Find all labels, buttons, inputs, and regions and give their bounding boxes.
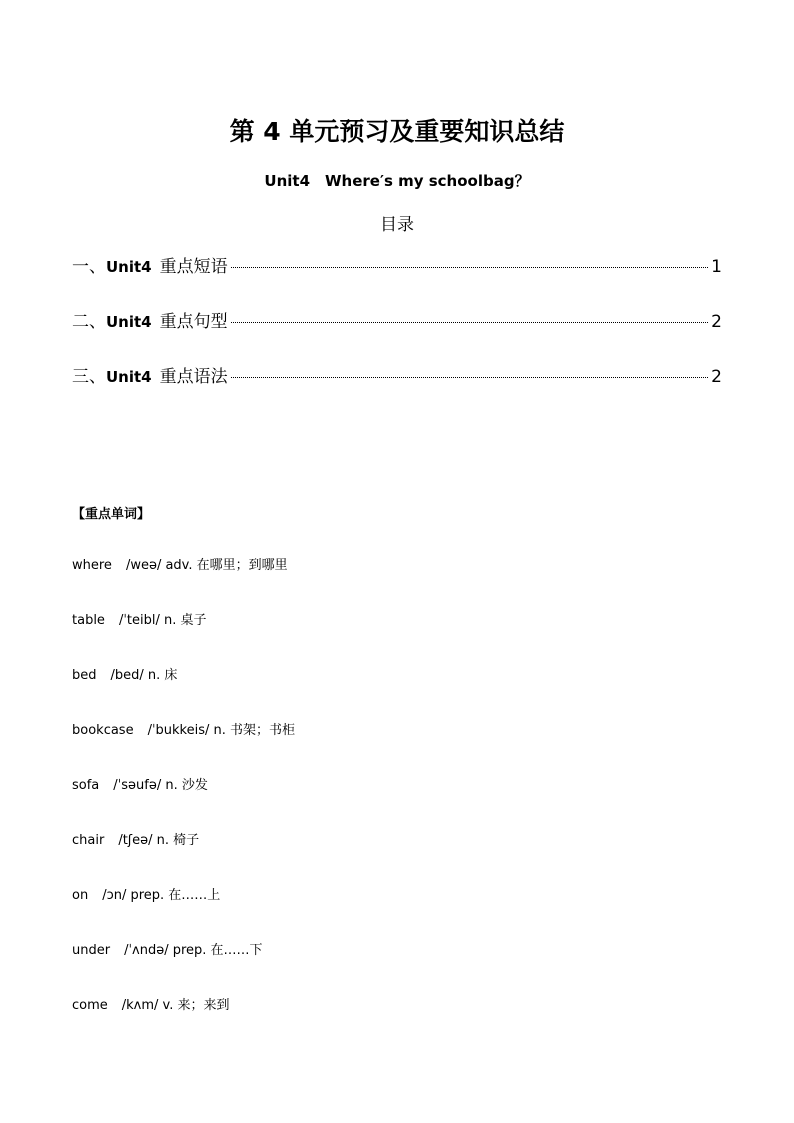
vocab-item	[72, 996, 722, 1051]
vocab-definition: /kʌm/ v. 来；来到	[121, 998, 230, 1013]
vocab-definition: /bed/ n. 床	[110, 668, 178, 683]
vocab-word: bookcase	[72, 723, 134, 738]
vocab-word: where	[72, 558, 112, 573]
toc-entry-name: 重点短语	[159, 257, 228, 277]
vocab-definition: /ˈteibl/ n. 桌子	[118, 613, 207, 628]
vocab-definition: /ˈʌndə/ prep. 在……下	[124, 943, 263, 958]
toc-entry-number: 三、	[72, 367, 106, 387]
vocab-item	[72, 666, 722, 721]
vocab-word: under	[72, 943, 111, 958]
toc-entry-number: 二、	[72, 312, 106, 332]
toc-dot-leader	[231, 377, 709, 378]
toc-entry-page: 1	[711, 257, 722, 277]
vocab-word: table	[72, 613, 105, 628]
document-subtitle: Unit4 Where′s my schoolbag？	[264, 172, 530, 190]
vocab-word: chair	[72, 833, 105, 848]
vocab-word: bed	[72, 668, 97, 683]
vocabulary-list	[72, 556, 722, 1051]
vocab-definition: /ˈsəufə/ n. 沙发	[113, 778, 208, 793]
document-title: 第 4 单元预习及重要知识总结	[229, 117, 565, 146]
vocab-definition: /ˈbukkeis/ n. 书架；书柜	[147, 723, 296, 738]
vocab-word: on	[72, 888, 89, 903]
vocab-item	[72, 886, 722, 941]
vocab-definition: /ɔn/ prep. 在……上	[102, 888, 221, 903]
toc-entry-unit: Unit4	[106, 368, 152, 386]
toc-heading: 目录	[380, 215, 414, 235]
toc-dot-leader	[231, 267, 709, 268]
section-label-key-words: 【重点单词】	[72, 507, 151, 522]
vocab-definition: /weə/ adv. 在哪里；到哪里	[125, 558, 288, 573]
toc-entry[interactable]	[72, 307, 722, 331]
toc-entry-page: 2	[711, 367, 722, 387]
toc-entry-page: 2	[711, 312, 722, 332]
vocab-item	[72, 941, 722, 996]
toc-entry-name: 重点句型	[159, 312, 228, 332]
toc-entry-unit: Unit4	[106, 313, 152, 331]
vocab-definition: /tʃeə/ n. 椅子	[118, 833, 200, 848]
toc-entry-name: 重点语法	[159, 367, 228, 387]
toc-dot-leader	[231, 322, 709, 323]
vocab-item	[72, 611, 722, 666]
toc-entry-unit: Unit4	[106, 258, 152, 276]
toc-entry[interactable]	[72, 252, 722, 276]
table-of-contents	[72, 252, 722, 417]
vocab-item	[72, 831, 722, 886]
vocab-item	[72, 721, 722, 776]
toc-entry-number: 一、	[72, 257, 106, 277]
vocab-item	[72, 776, 722, 831]
vocab-word: sofa	[72, 778, 100, 793]
toc-entry[interactable]	[72, 362, 722, 386]
vocab-word: come	[72, 998, 108, 1013]
vocab-item	[72, 556, 722, 611]
